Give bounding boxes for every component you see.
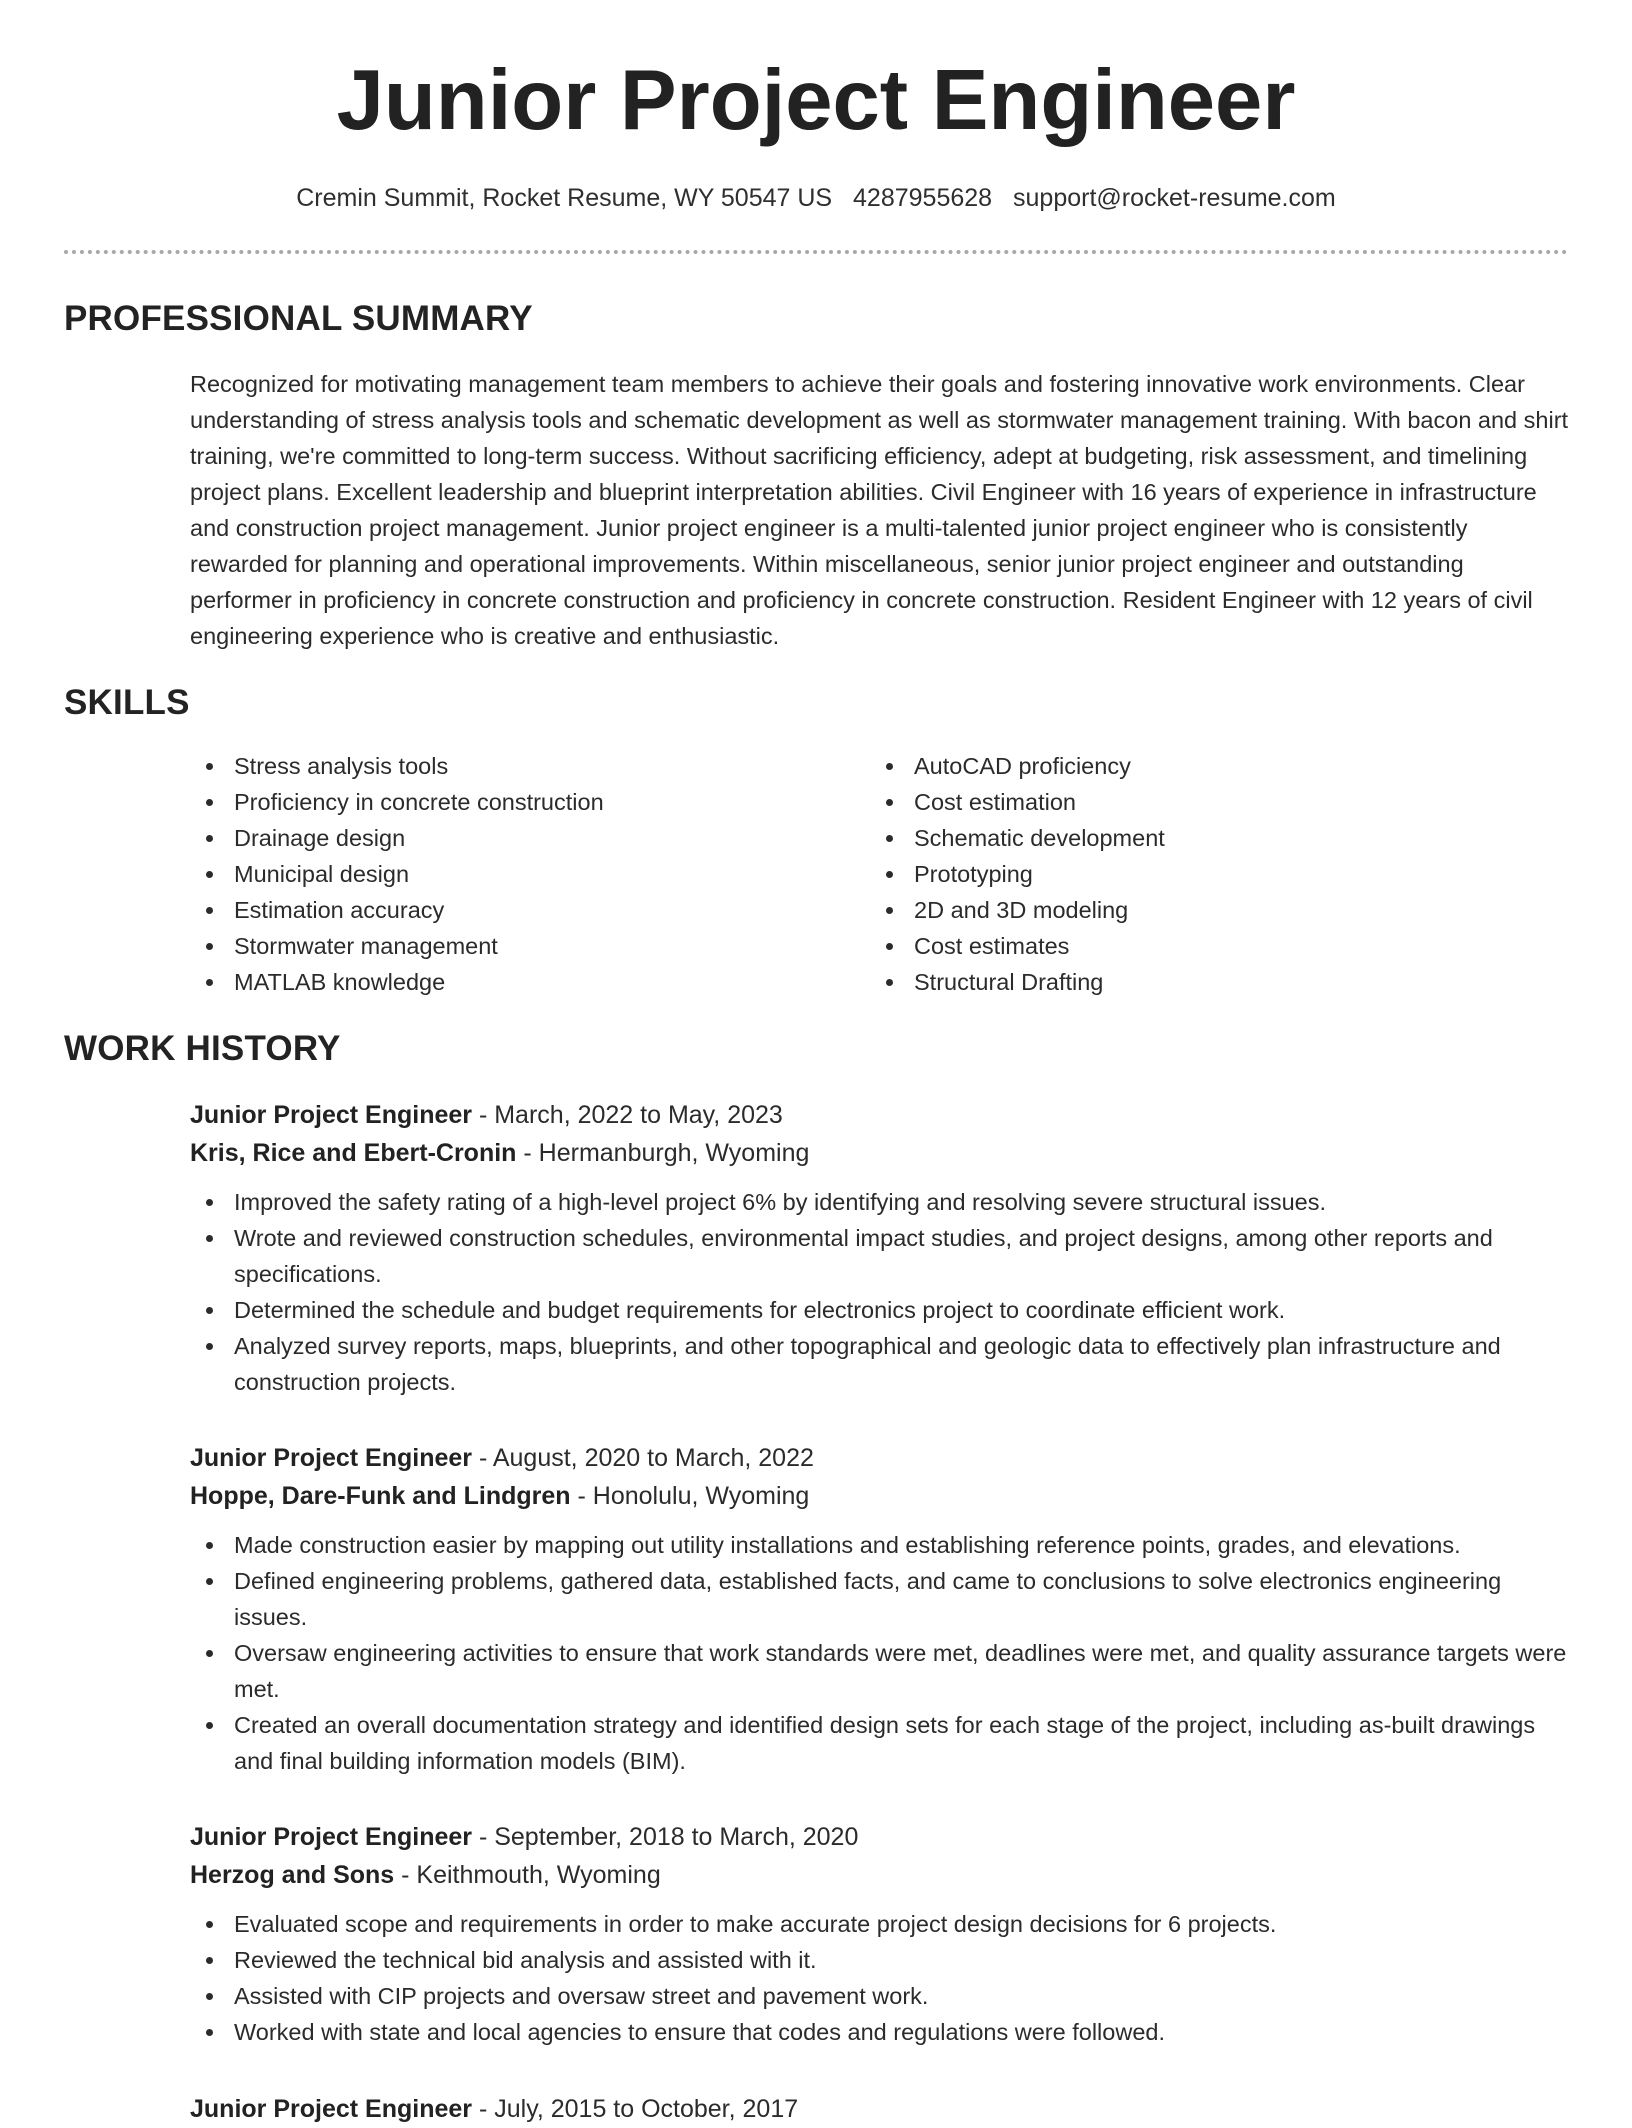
skill-item: Stormwater management [190,928,810,964]
job-entry [190,1439,1580,1779]
job-bullet: Made construction easier by mapping out utility installations and establishing reference points, grades, and elevations. [190,1527,1580,1563]
work-history-heading: WORK HISTORY [64,1029,341,1068]
skill-item: Proficiency in concrete construction [190,784,810,820]
job-role: Junior Project Engineer [190,1444,473,1472]
skills-list-right [870,748,1490,1000]
skill-item: Cost estimates [870,928,1490,964]
job-location: - Honolulu, Wyoming [570,1482,810,1510]
job-role: Junior Project Engineer [190,2095,473,2123]
job-company-line [190,1134,1580,1172]
job-entry [190,1096,1580,1400]
skills-heading: SKILLS [64,683,190,722]
job-title-line [190,1439,1580,1477]
job-entry [190,1818,1580,2050]
job-bullet: Worked with state and local agencies to ensure that codes and regulations were followed. [190,2014,1580,2050]
job-bullet: Improved the safety rating of a high-level project 6% by identifying and resolving severe structural issues. [190,1184,1580,1220]
job-location: - Keithmouth, Wyoming [394,1861,661,1889]
job-bullet: Analyzed survey reports, maps, blueprints, and other topographical and geologic data to effectively plan infrastructure and construction projects. [190,1328,1580,1400]
job-company: Hoppe, Dare-Funk and Lindgren [190,1482,571,1510]
skill-item: Stress analysis tools [190,748,810,784]
job-bullet: Reviewed the technical bid analysis and assisted with it. [190,1942,1580,1978]
summary-text: Recognized for motivating management team members to achieve their goals and fostering innovative work environments. Clear understanding of stress analysis tools and schematic development as well as stormwater management training. With bacon and shirt training, we're committed to long-term success. Without sacrificing efficiency, adept at budgeting, risk assessment, and timelining project plans. Excellent leadership and blueprint interpretation abilities. Civil Engineer with 16 years of experience in infrastructure and construction project management. Junior project engineer is a multi-talented junior project engineer who is consistently rewarded for planning and operational improvements. Within miscellaneous, senior junior project engineer and outstanding performer in proficiency in concrete construction and proficiency in concrete construction. Resident Engineer with 12 years of civil engineering experience who is creative and enthusiastic. [190,371,1569,649]
job-bullet: Evaluated scope and requirements in order to make accurate project design decisions for 6 projects. [190,1906,1580,1942]
job-dates: - September, 2018 to March, 2020 [472,1823,859,1851]
skill-item: Schematic development [870,820,1490,856]
job-bullet: Determined the schedule and budget requirements for electronics project to coordinate efficient work. [190,1292,1580,1328]
job-dates: - March, 2022 to May, 2023 [472,1101,783,1129]
job-location: - Hermanburgh, Wyoming [516,1139,810,1167]
job-company-line [190,1856,1580,1894]
job-title-line [190,2090,1580,2128]
resume-name-title: Junior Project Engineer [336,53,1296,148]
skill-item: Structural Drafting [870,964,1490,1000]
skill-item: 2D and 3D modeling [870,892,1490,928]
contact-email: support@rocket-resume.com [1013,184,1336,212]
skill-item: Prototyping [870,856,1490,892]
job-title-line [190,1096,1580,1134]
header-divider [64,250,1568,254]
contact-phone: 4287955628 [853,184,993,212]
skills-list-left [190,748,810,1000]
job-bullet: Oversaw engineering activities to ensure that work standards were met, deadlines were met, and quality assurance targets were met. [190,1635,1580,1707]
skill-item: Drainage design [190,820,810,856]
job-bullet: Assisted with CIP projects and oversaw street and pavement work. [190,1978,1580,2014]
job-dates: - August, 2020 to March, 2022 [472,1444,814,1472]
skill-item: AutoCAD proficiency [870,748,1490,784]
job-bullets [190,1906,1580,2050]
job-dates: - July, 2015 to October, 2017 [472,2095,799,2123]
job-role: Junior Project Engineer [190,1823,473,1851]
job-company: Kris, Rice and Ebert-Cronin [190,1139,517,1167]
skill-item: Municipal design [190,856,810,892]
job-company-line [190,1477,1580,1515]
skill-item: Estimation accuracy [190,892,810,928]
job-company: Herzog and Sons [190,1861,395,1889]
skill-item: Cost estimation [870,784,1490,820]
contact-line [0,183,1632,213]
job-bullet: Defined engineering problems, gathered data, established facts, and came to conclusions to solve electronics engineering issues. [190,1563,1580,1635]
job-bullet: Created an overall documentation strategy and identified design sets for each stage of the project, including as-built drawings and final building information models (BIM). [190,1707,1580,1779]
contact-address: Cremin Summit, Rocket Resume, WY 50547 US [296,184,833,212]
job-entry [190,2090,1580,2128]
summary-heading: PROFESSIONAL SUMMARY [64,299,533,338]
job-bullet: Wrote and reviewed construction schedules, environmental impact studies, and project designs, among other reports and specifications. [190,1220,1580,1292]
job-role: Junior Project Engineer [190,1101,473,1129]
skill-item: MATLAB knowledge [190,964,810,1000]
job-title-line [190,1818,1580,1856]
job-bullets [190,1527,1580,1779]
job-bullets [190,1184,1580,1400]
